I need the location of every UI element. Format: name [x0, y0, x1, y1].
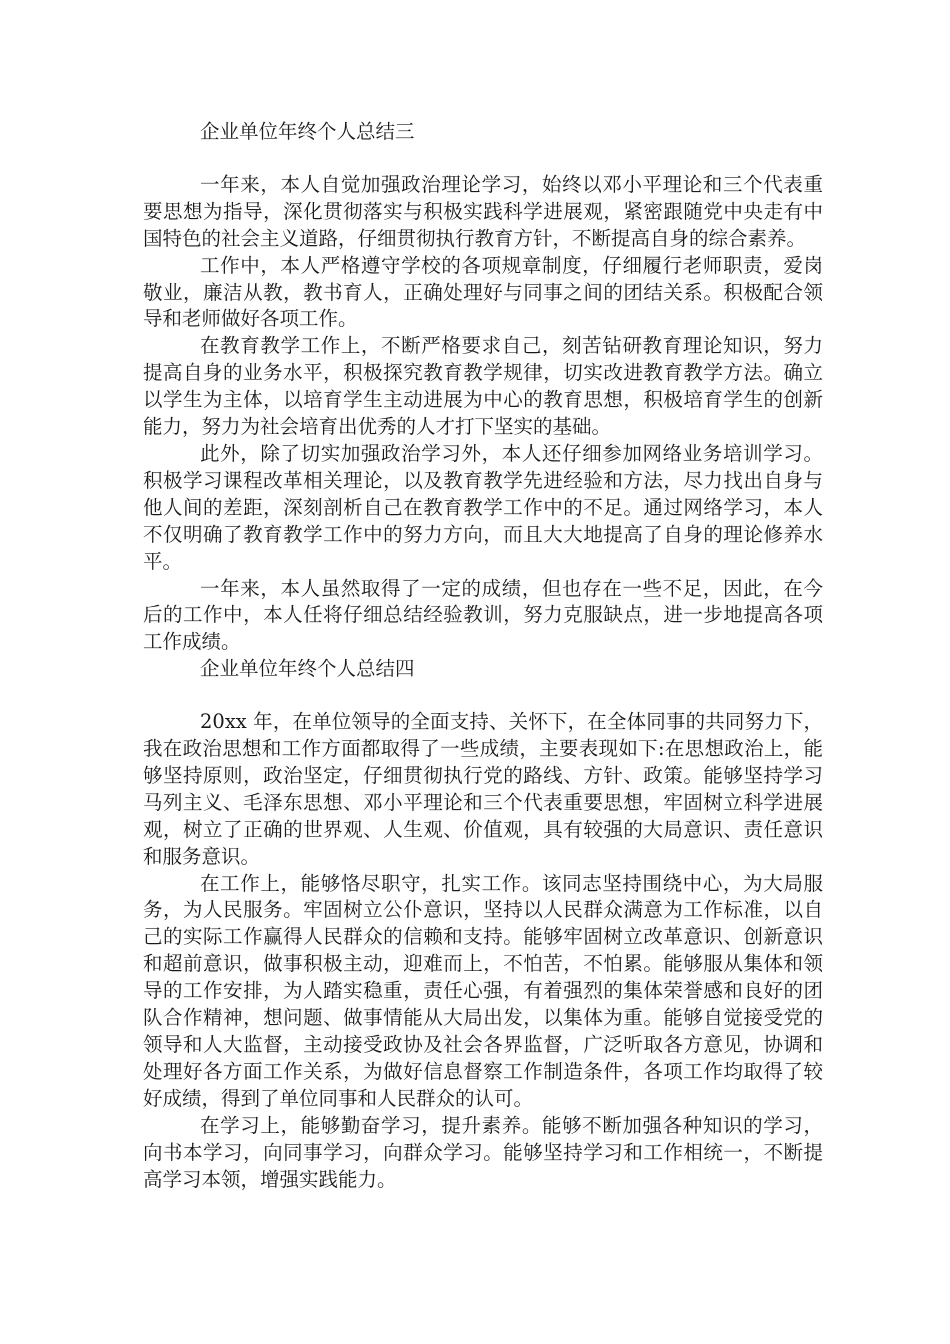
paragraph: 工作中，本人严格遵守学校的各项规章制度，仔细履行老师职责，爱岗敬业，廉洁从教，教书育人，正确处理好与同事之间的团结关系。积极配合领导和老师做好各项工作。	[143, 253, 823, 331]
spacer	[143, 683, 823, 709]
paragraph: 在学习上，能够勤奋学习，提升素养。能够不断加强各种知识的学习，向书本学习，向同事学习，向群众学习。能够坚持学习和工作相统一，不断提高学习本领，增强实践能力。	[143, 1113, 823, 1191]
spacer	[143, 146, 823, 172]
document-page	[143, 119, 823, 1193]
paragraph: 在教育教学工作上，不断严格要求自己，刻苦钻研教育理论知识，努力提高自身的业务水平，积极探究教育教学规律，切实改进教育教学方法。确立以学生为主体，以培育学生主动进展为中心的教育思想，积极培育学生的创新能力，努力为社会培育出优秀的人才打下坚实的基础。	[143, 334, 823, 439]
paragraph: 一年来，本人自觉加强政治理论学习，始终以邓小平理论和三个代表重要思想为指导，深化贯彻落实与积极实践科学进展观，紧密跟随党中央走有中国特色的社会主义道路，仔细贯彻执行教育方针，不断提高自身的综合素养。	[143, 172, 823, 250]
section-title: 企业单位年终个人总结四	[200, 657, 415, 681]
paragraph: 一年来，本人虽然取得了一定的成绩，但也存在一些不足，因此，在今后的工作中，本人任将仔细总结经验教训，努力克服缺点，进一步地提高各项工作成绩。	[143, 576, 823, 654]
paragraph: 在工作上，能够恪尽职守，扎实工作。该同志坚持围绕中心，为大局服务，为人民服务。牢固树立公仆意识，坚持以人民群众满意为工作标准，以自己的实际工作赢得人民群众的信赖和支持。能够牢固树立改革意识、创新意识和超前意识，做事积极主动，迎难而上，不怕苦，不怕累。能够服从集体和领导的工作安排，为人踏实稳重，责任心强，有着强烈的集体荣誉感和良好的团队合作精神，想问题、做事情能从大局出发，以集体为重。能够自觉接受党的领导和人大监督，主动接受政协及社会各界监督，广泛听取各方意见，协调和处理好各方面工作关系，为做好信息督察工作制造条件，各项工作均取得了较好成绩，得到了单位同事和人民群众的认可。	[143, 871, 823, 1110]
paragraph: 此外，除了切实加强政治学习外，本人还仔细参加网络业务培训学习。积极学习课程改革相关理论，以及教育教学先进经验和方法，尽力找出自身与他人间的差距，深刻剖析自己在教育教学工作中的不足。通过网络学习，本人不仅明确了教育教学工作中的努力方向，而且大大地提高了自身的理论修养水平。	[143, 441, 823, 573]
paragraph: 20xx 年，在单位领导的全面支持、关怀下，在全体同事的共同努力下，我在政治思想和工作方面都取得了一些成绩，主要表现如下:在思想政治上，能够坚持原则，政治坚定，仔细贯彻执行党的路线、方针、政策。能够坚持学习马列主义、毛泽东思想、邓小平理论和三个代表重要思想，牢固树立科学进展观，树立了正确的世界观、人生观、价值观，具有较强的大局意识、责任意识和服务意识。	[143, 710, 823, 868]
section-title: 企业单位年终个人总结三	[200, 120, 415, 143]
